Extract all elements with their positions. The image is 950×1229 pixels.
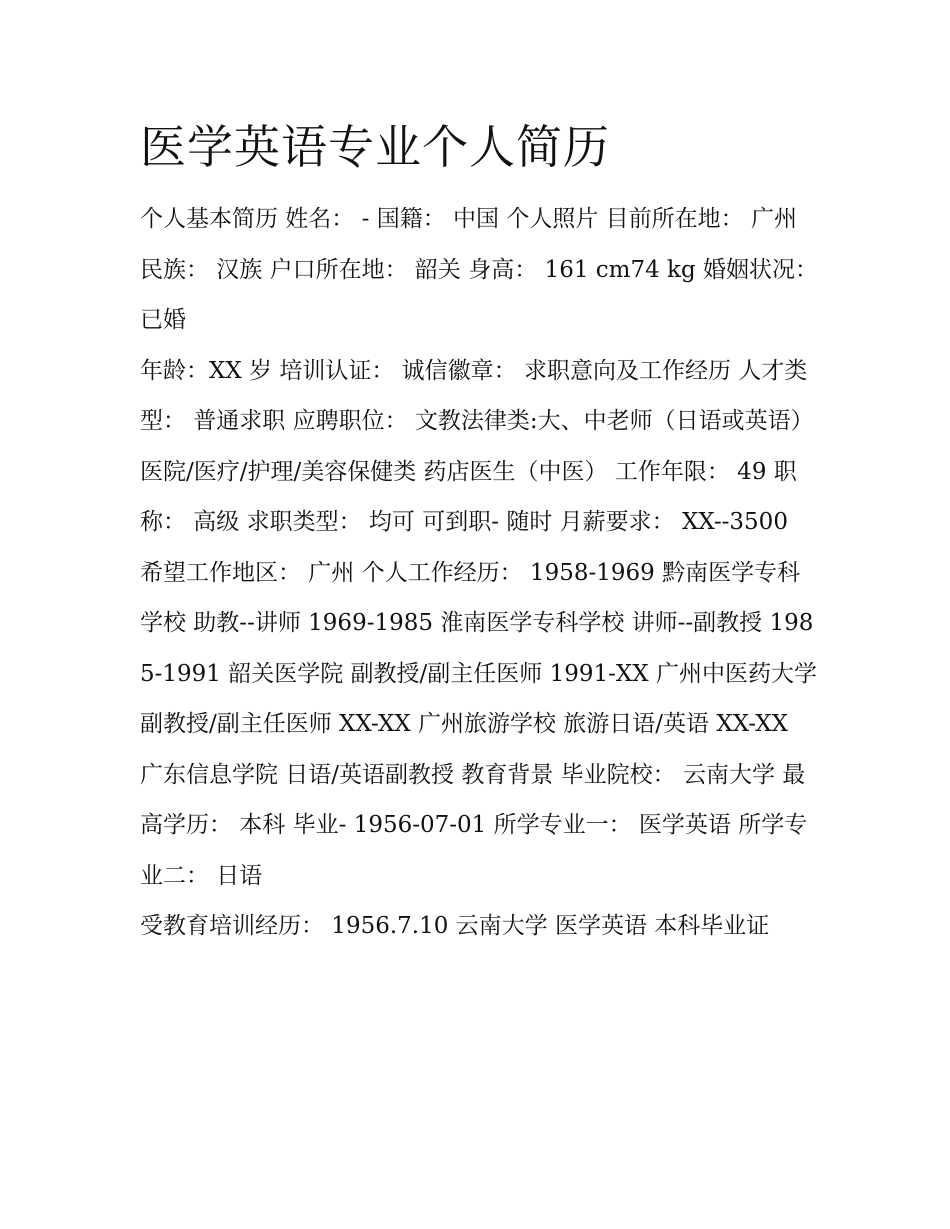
paragraph-job-details: 医院/医疗/护理/美容保健类 药店医生（中医） 工作年限： 49 职称： 高级 求职类型： 均可 可到职- 随时 月薪要求： XX--3500 <box>140 458 797 535</box>
document-body <box>140 112 820 952</box>
paragraph-basic-info: 个人基本简历 姓名： - 国籍： 中国 个人照片 目前所在地： 广州 民族： 汉族 户口所在地： 韶关 身高： 161 cm74 kg 婚姻状况： 已婚 <box>140 206 819 333</box>
paragraph-education: 广东信息学院 日语/英语副教授 教育背景 毕业院校： 云南大学 最高学历： 本科 毕业- 1956-07-01 所学专业一： 医学英语 所学专业二： 日语 <box>140 761 808 889</box>
paragraph-training: 受教育培训经历： 1956.7.10 云南大学 医学英语 本科毕业证 <box>140 913 770 939</box>
document-title: 医学英语专业个人简历 <box>140 120 610 174</box>
paragraph-job-intent: 年龄：XX 岁 培训认证： 诚信徽章： 求职意向及工作经历 人才类型： 普通求职 应聘职位： 文教法律类:大、中老师（日语或英语） <box>140 357 814 434</box>
paragraph-work-history: 希望工作地区： 广州 个人工作经历： 1958-1969 黔南医学专科学校 助教--讲师 1969-1985 淮南医学专科学校 讲师--副教授 1985-1991 韶关医学院 副教授/副主任医师 1991-XX 广州中医药大学 副教授/副主任医师 XX-XX 广州旅游学校 旅游日语/英语 XX-XX <box>140 559 817 737</box>
